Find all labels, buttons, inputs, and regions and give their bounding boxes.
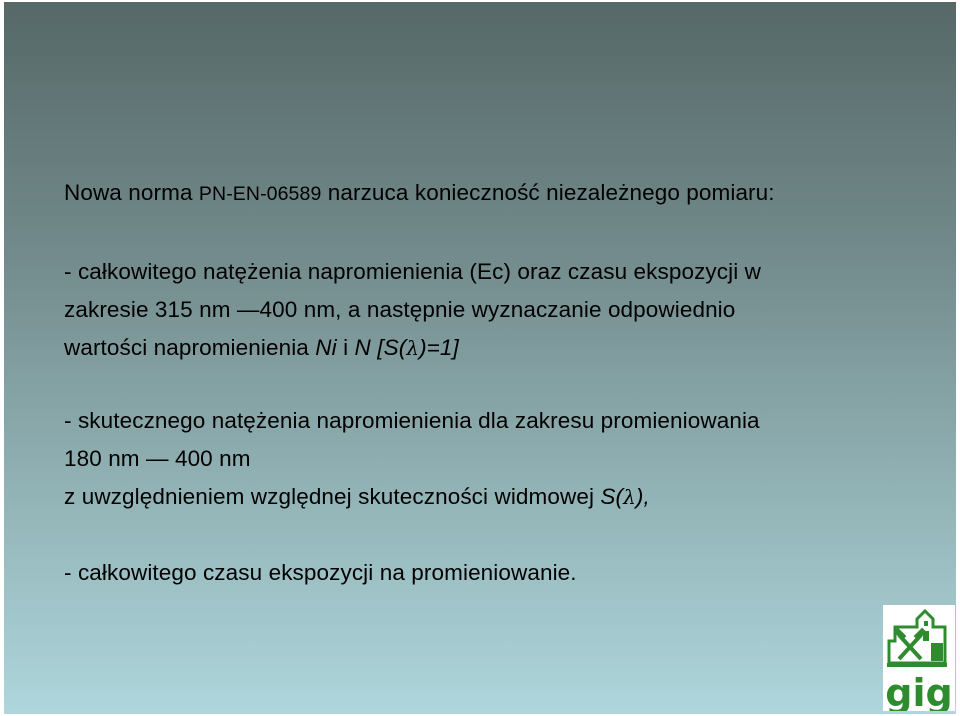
slide-heading xyxy=(64,180,775,207)
item1-line1: - całkowitego natężenia napromienienia (Ec) oraz czasu ekspozycji w xyxy=(64,259,762,284)
gig-logo xyxy=(883,605,955,711)
heading-standard-code: PN-EN-06589 xyxy=(198,183,322,205)
item1-line3-text: wartości napromienienia xyxy=(64,335,316,360)
slide xyxy=(4,2,956,714)
item2-lambda: λ xyxy=(623,485,636,509)
item1-variable-n: N [S( xyxy=(354,335,407,360)
item1-variable-ni: Ni xyxy=(315,335,337,360)
item2-line3-text: z uwzględnieniem względnej skuteczności widmowej xyxy=(64,484,601,509)
item1-line3-end: )=1] xyxy=(419,335,459,360)
item1-lambda: λ xyxy=(406,336,420,360)
item1-line2: zakresie 315 nm —400 nm, a następnie wyznaczanie odpowiednio xyxy=(64,297,736,322)
item3-line1: - całkowitego czasu ekspozycji na promieniowanie. xyxy=(64,560,577,585)
item2-line1: - skutecznego natężenia napromienienia dla zakresu promieniowania xyxy=(64,408,760,433)
item2-line2: 180 nm — 400 nm xyxy=(64,446,251,471)
gig-mining-logo-icon xyxy=(883,605,955,711)
item1-line3-mid: i xyxy=(336,335,355,360)
logo-text: gig xyxy=(885,671,953,711)
heading-suffix: narzuca konieczność niezależnego pomiaru: xyxy=(321,180,775,205)
item2-line3-end: ), xyxy=(635,484,650,509)
heading-prefix: Nowa norma xyxy=(64,180,199,205)
item2-line3 xyxy=(64,484,650,510)
item1-line3 xyxy=(64,335,459,361)
item2-variable-s: S( xyxy=(600,484,624,509)
